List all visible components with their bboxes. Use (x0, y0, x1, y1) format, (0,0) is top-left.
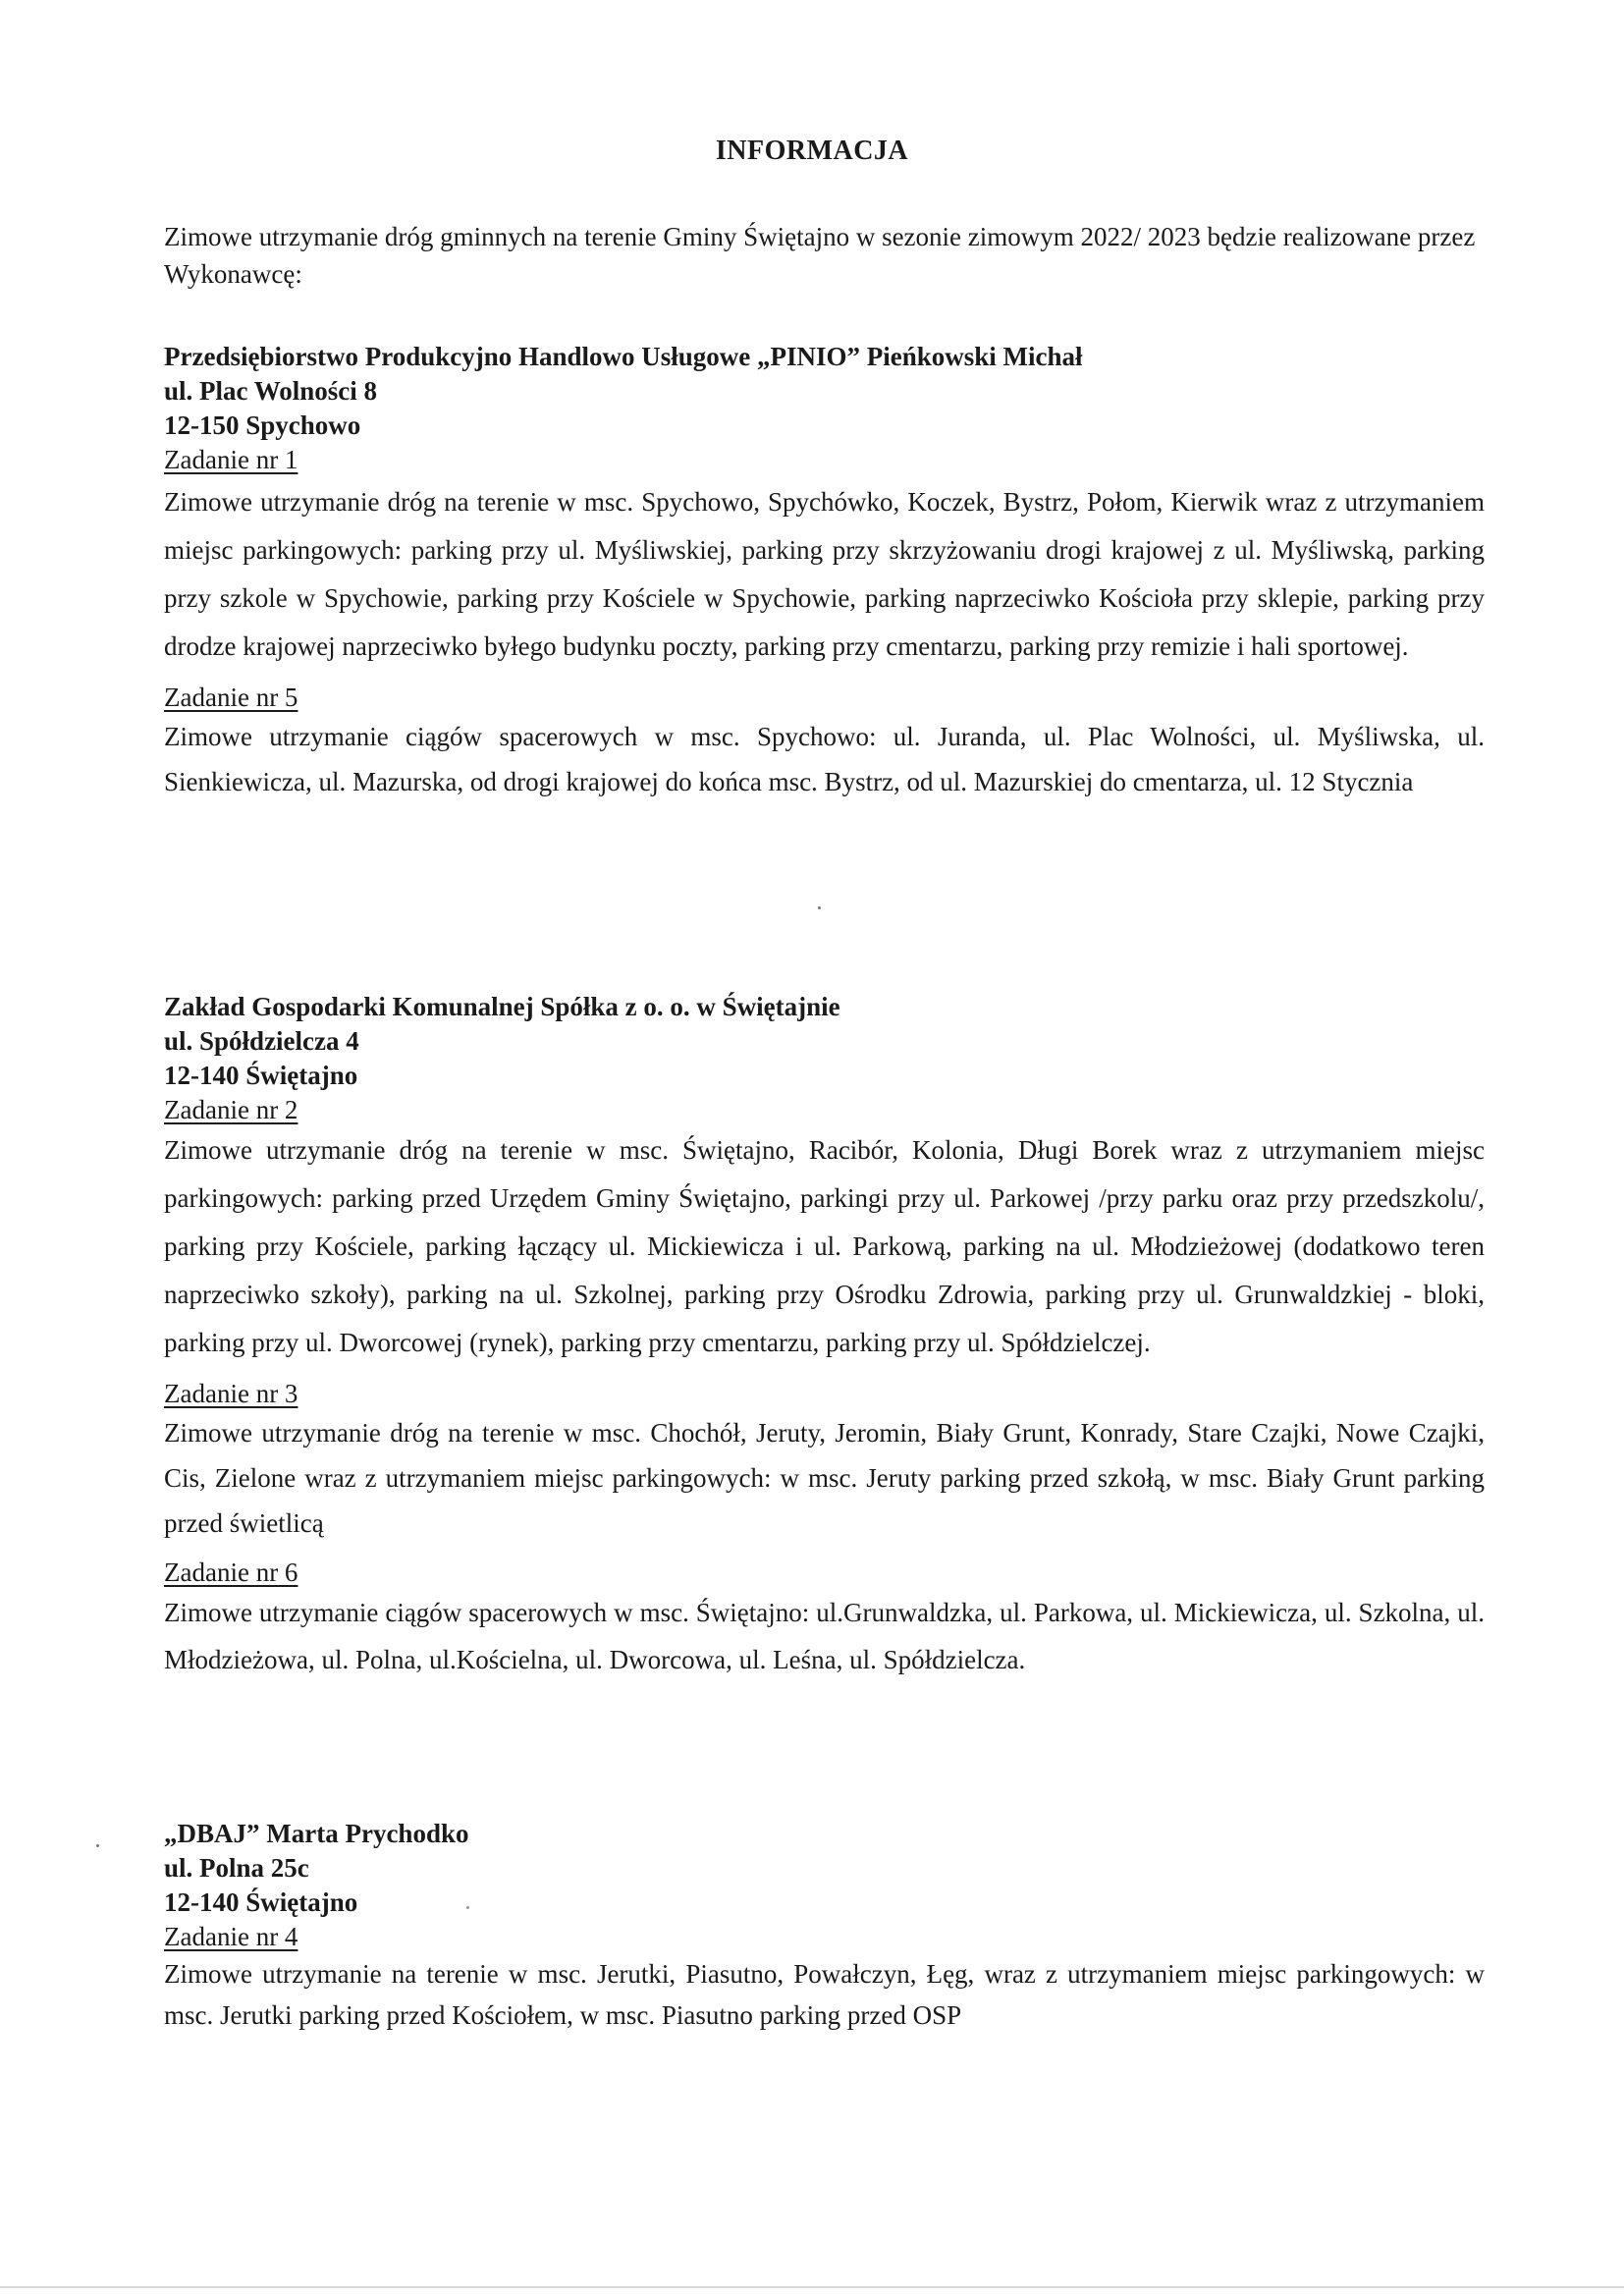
scan-speck (466, 1906, 469, 1909)
task-title: Zadanie nr 3 (164, 1379, 298, 1408)
scan-edge-line (0, 2286, 1624, 2288)
task-description: Zimowe utrzymanie dróg na terenie w msc. Spychowo, Spychówko, Koczek, Bystrz, Połom, Kierwik wraz z utrzymaniem miejsc parkingowych: parking przy ul. Myśliwskiej, parking przy skrzyżowaniu drogi krajowej z ul. Myśliwską, parking przy szkole w Spychowie, parking przy Kościele w Spychowie, parking naprzeciwko Kościoła przy sklepie, parking przy drodze krajowej naprzeciwko byłego budynku poczty, parking przy cmentarzu, parking przy remizie i hali sportowej. (164, 487, 1485, 661)
task-description: Zimowe utrzymanie dróg na terenie w msc. Chochół, Jeruty, Jeromin, Biały Grunt, Konrady, Stare Czajki, Nowe Czajki, Cis, Zielone wraz z utrzymaniem miejsc parkingowych: w msc. Jeruty parking przed szkołą, w msc. Biały Grunt parking przed świetlicą (164, 1418, 1485, 1538)
contractor-section-zgk (164, 990, 1485, 1683)
scan-speck (96, 1844, 99, 1847)
intro-paragraph: Zimowe utrzymanie dróg gminnych na terenie Gminy Świętajno w sezonie zimowym 2022/ 2023 będzie realizowane przez Wykonawcę: (164, 222, 1476, 289)
contractor-street: ul. Spółdzielcza 4 (164, 1026, 359, 1056)
contractor-section-pinio (164, 340, 1485, 804)
contractor-section-dbaj (164, 1817, 1485, 2036)
task-title: Zadanie nr 1 (164, 445, 298, 474)
scan-speck (818, 906, 821, 909)
task-title: Zadanie nr 5 (164, 683, 298, 712)
task-description: Zimowe utrzymanie na terenie w msc. Jerutki, Piasutno, Powałczyn, Łęg, wraz z utrzymaniem miejsc parkingowych: w msc. Jerutki parking przed Kościołem, w msc. Piasutno parking przed OSP (164, 1959, 1485, 2030)
contractor-name: Zakład Gospodarki Komunalnej Spółka z o. o. w Świętajnie (164, 992, 840, 1021)
task-description: Zimowe utrzymanie ciągów spacerowych w msc. Świętajno: ul.Grunwaldzka, ul. Parkowa, ul. Mickiewicza, ul. Szkolna, ul. Młodzieżowa, ul. Polna, ul.Kościelna, ul. Dworcowa, ul. Leśna, ul. Spółdzielcza. (164, 1598, 1485, 1674)
contractor-street: ul. Plac Wolności 8 (164, 376, 378, 406)
task-title: Zadanie nr 6 (164, 1558, 298, 1587)
document-title: INFORMACJA (715, 136, 909, 166)
contractor-city: 12-150 Spychowo (164, 410, 361, 440)
contractor-address (164, 1817, 1485, 1920)
task-description: Zimowe utrzymanie ciągów spacerowych w msc. Spychowo: ul. Juranda, ul. Plac Wolności, ul. Myśliwska, ul. Sienkiewicza, ul. Mazurska, od drogi krajowej do końca msc. Bystrz, od ul. Mazurskiej do cmentarza, ul. 12 Stycznia (164, 722, 1485, 796)
contractor-name: „DBAJ” Marta Prychodko (164, 1819, 469, 1848)
contractor-address (164, 340, 1485, 443)
contractor-address (164, 990, 1485, 1093)
contractor-name: Przedsiębiorstwo Produkcyjno Handlowo Usługowe „PINIO” Pieńkowski Michał (164, 342, 1083, 371)
task-title: Zadanie nr 2 (164, 1095, 298, 1124)
task-title: Zadanie nr 4 (164, 1922, 298, 1951)
contractor-street: ul. Polna 25c (164, 1853, 309, 1883)
contractor-city: 12-140 Świętajno (164, 1887, 358, 1917)
task-description: Zimowe utrzymanie dróg na terenie w msc. Świętajno, Racibór, Kolonia, Długi Borek wraz z utrzymaniem miejsc parkingowych: parking przed Urzędem Gminy Świętajno, parkingi przy ul. Parkowej /przy parku oraz przy przedszkolu/, parking przy Kościele, parking łączący ul. Mickiewicza i ul. Parkową, parking na ul. Młodzieżowej (dodatkowo teren naprzeciwko szkoły), parking na ul. Szkolnej, parking przy Ośrodku Zdrowia, parking przy ul. Grunwaldzkiej - bloki, parking przy ul. Dworcowej (rynek), parking przy cmentarzu, parking przy ul. Spółdzielczej. (164, 1135, 1485, 1357)
contractor-city: 12-140 Świętajno (164, 1061, 358, 1090)
